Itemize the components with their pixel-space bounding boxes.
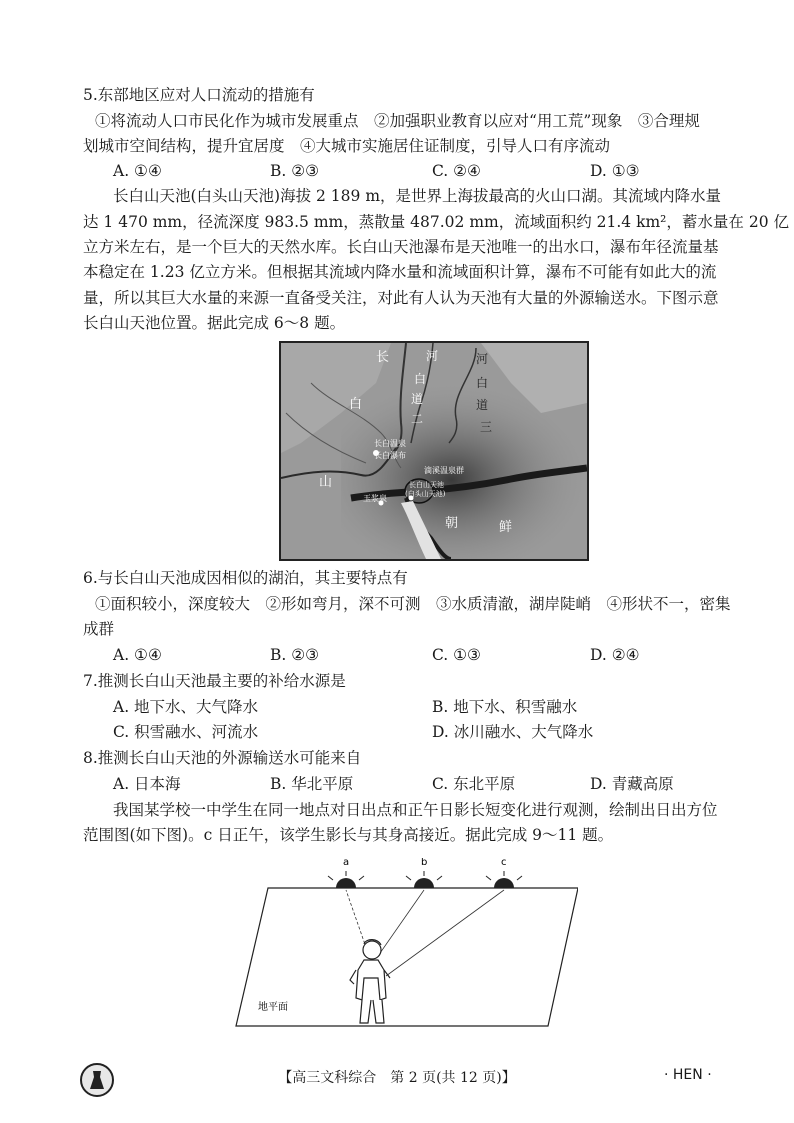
q5-option-d: D. ①③ bbox=[590, 162, 640, 180]
sun-b bbox=[406, 871, 442, 888]
passage2-line1: 我国某学校一中学生在同一地点对日出点和正午日影长短变化进行观测，绘制出日出方位 bbox=[113, 801, 718, 819]
passage1-line1: 长白山天池(白头山天池)海拔 2 189 m，是世界上海拔最高的火山口湖。其流域内降水量 bbox=[113, 187, 722, 205]
sightline-c bbox=[386, 890, 504, 976]
q8-option-b: B. 华北平原 bbox=[270, 775, 354, 793]
map-label-chao: 朝 bbox=[445, 516, 459, 531]
passage1-line2: 达 1 470 mm，径流深度 983.5 mm，蒸散量 487.02 mm，流域面积约 21.4 km²，蓄水量在 20 亿 bbox=[83, 213, 789, 231]
map-label-wenquan: 长白温泉 bbox=[374, 439, 406, 448]
q8-option-a: A. 日本海 bbox=[113, 775, 181, 793]
map-label-quanqun: 滴溪温泉群 bbox=[424, 466, 464, 475]
map-label-bai1: 白 bbox=[414, 372, 427, 386]
map-label-chang: 长 bbox=[376, 350, 390, 365]
q5-option-b: B. ②③ bbox=[270, 162, 320, 180]
q6-option-c: C. ①③ bbox=[432, 646, 481, 664]
q5-line2: 划城市空间结构，提升宜居度 ④大城市实施居住证制度，引导人口有序流动 bbox=[83, 137, 611, 155]
q5-stem: 5.东部地区应对人口流动的措施有 bbox=[83, 86, 315, 104]
q6-stem: 6.与长白山天池成因相似的湖泊，其主要特点有 bbox=[83, 569, 408, 587]
map-label-xian: 鲜 bbox=[499, 520, 513, 535]
q5-line1: ①将流动人口市民化作为城市发展重点 ②加强职业教育以应对“用工荒”现象 ③合理规 bbox=[95, 112, 700, 130]
map-label-bai2: 白 bbox=[476, 376, 489, 390]
sightline-b bbox=[378, 890, 424, 956]
q6-option-a: A. ①④ bbox=[113, 646, 162, 664]
map-label-shan: 山 bbox=[319, 475, 333, 490]
map-graphic bbox=[281, 343, 587, 559]
q8-option-c: C. 东北平原 bbox=[432, 775, 516, 793]
q5-option-c: C. ②④ bbox=[432, 162, 481, 180]
q6-option-d: D. ②④ bbox=[590, 646, 640, 664]
map-label-yujiang: 玉浆泉 bbox=[363, 494, 387, 503]
passage1-line6: 长白山天池位置。据此完成 6～8 题。 bbox=[83, 314, 346, 332]
q5-option-a: A. ①④ bbox=[113, 162, 162, 180]
map-label-tianchi2: (白头山天池) bbox=[405, 490, 446, 498]
map-label-he2: 河 bbox=[476, 352, 489, 366]
q7-option-c: C. 积雪融水、河流水 bbox=[113, 723, 259, 741]
q7-option-a: A. 地下水、大气降水 bbox=[113, 698, 259, 716]
map-label-tianchi1: 长白山天池 bbox=[409, 481, 444, 489]
q8-stem: 8.推测长白山天池的外源输送水可能来自 bbox=[83, 749, 362, 767]
map-label-bai: 白 bbox=[349, 397, 363, 412]
q8-option-d: D. 青藏高原 bbox=[590, 775, 674, 793]
q6-line2: 成群 bbox=[83, 620, 115, 638]
ground-label: 地平面 bbox=[258, 1002, 288, 1013]
passage2-line2: 范围图(如下图)。c 日正午，该学生影长与其身高接近。据此完成 9～11 题。 bbox=[83, 826, 614, 844]
map-label-he1: 河 bbox=[426, 349, 439, 363]
q7-stem: 7.推测长白山天池最主要的补给水源是 bbox=[83, 672, 346, 690]
q7-option-b: B. 地下水、积雪融水 bbox=[432, 698, 578, 716]
sun-c bbox=[486, 871, 522, 888]
tianchi-location-map bbox=[279, 341, 589, 561]
q7-option-d: D. 冰川融水、大气降水 bbox=[432, 723, 594, 741]
sun-a bbox=[328, 871, 364, 888]
map-label-dao1: 道 bbox=[411, 392, 424, 406]
sun-c-label: c bbox=[501, 858, 507, 868]
passage1-line3: 立方米左右，是一个巨大的天然水库。长白山天池瀑布是天池唯一的出水口，瀑布年径流量基 bbox=[83, 238, 719, 256]
sun-a-label: a bbox=[343, 858, 350, 868]
passage1-line5: 量，所以其巨大水量的来源一直备受关注，对此有人认为天池有大量的外源输送水。下图示意 bbox=[83, 289, 719, 307]
passage1-line4: 本稳定在 1.23 亿立方米。但根据其流域内降水量和流域面积计算，瀑布不可能有如此大的流 bbox=[83, 263, 717, 281]
sun-b-label: b bbox=[421, 858, 428, 868]
map-label-pubu: 长白瀑布 bbox=[374, 451, 406, 460]
map-label-dao2: 道 bbox=[476, 398, 489, 412]
page-footer-code: · HEN · bbox=[664, 1067, 712, 1083]
q6-option-b: B. ②③ bbox=[270, 646, 320, 664]
q6-line1: ①面积较小，深度较大 ②形如弯月，深不可测 ③水质清澈，湖岸陡峭 ④形状不一，密集 bbox=[95, 595, 731, 613]
map-label-er: 二 bbox=[411, 412, 424, 426]
page-footer-info: 【高三文科综合 第 2 页(共 12 页)】 bbox=[278, 1070, 516, 1086]
student-figure bbox=[350, 940, 390, 1023]
map-label-san: 三 bbox=[480, 420, 493, 434]
sunrise-range-diagram bbox=[228, 858, 578, 1028]
